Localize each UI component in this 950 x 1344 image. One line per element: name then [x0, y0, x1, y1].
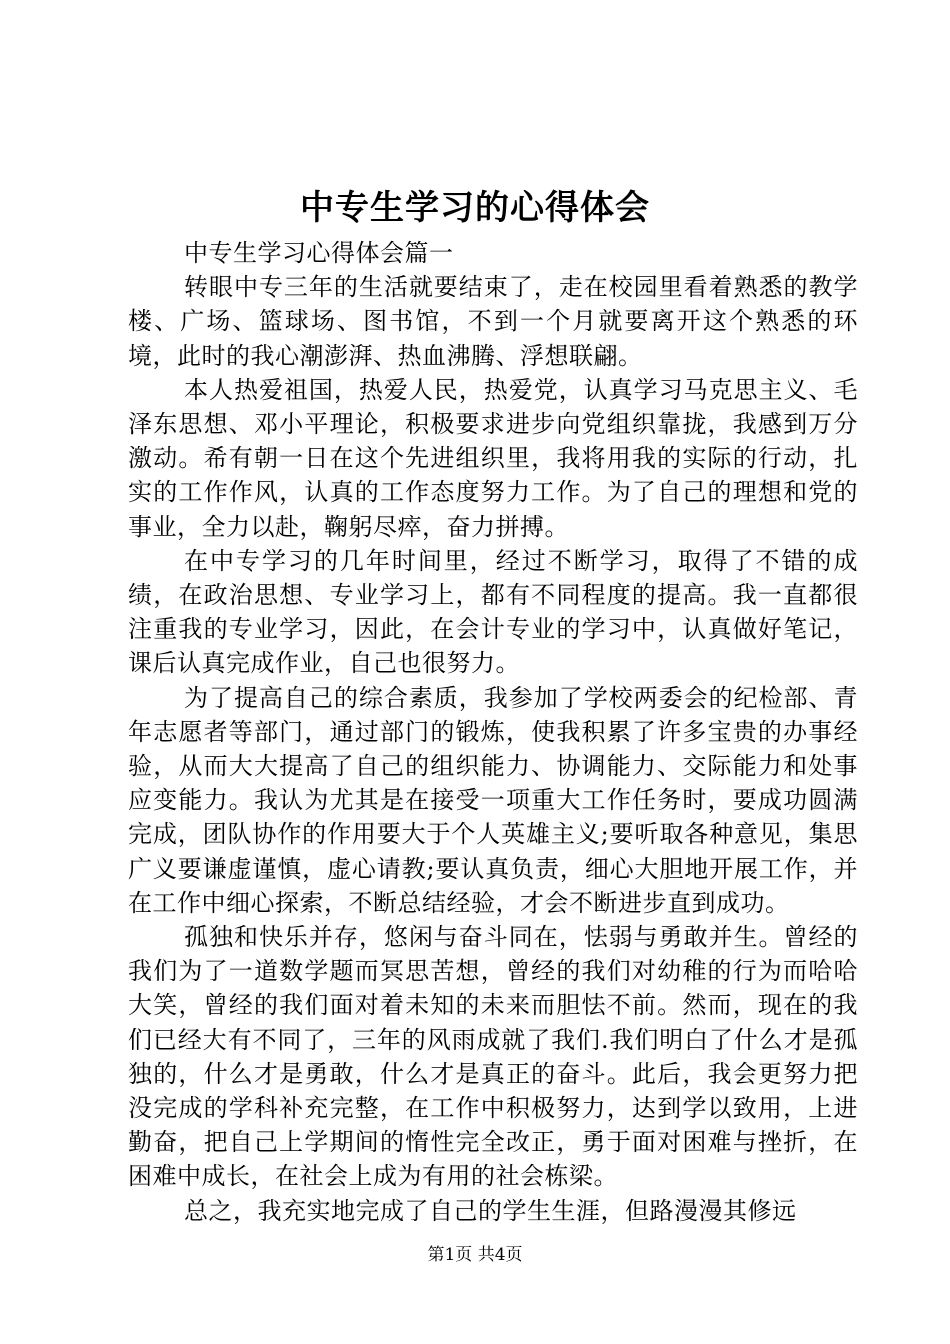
- paragraph: 总之，我充实地完成了自己的学生生涯，但路漫漫其修远: [184, 1196, 797, 1225]
- section-heading: 中专生学习心得体会篇一: [184, 239, 454, 267]
- paragraph: 在中专学习的几年时间里，经过不断学习，取得了不错的成绩，在政治思想、专业学习上，都有不同程度的提高。我一直都很注重我的专业学习，因此，在会计专业的学习中，认真做好笔记，课后认真完成作业，自己也很努力。: [128, 546, 858, 678]
- page-number-footer: 第1页 共4页: [427, 1245, 523, 1265]
- paragraph: 孤独和快乐并存，悠闲与奋斗同在，怯弱与勇敢并生。曾经的我们为了一道数学题而冥思苦想，曾经的我们对幼稚的行为而哈哈大笑，曾经的我们面对着未知的未来而胆怯不前。然而，现在的我们已经大有不同了，三年的风雨成就了我们.我们明白了什么才是孤独的，什么才是勇敢，什么才是真正的奋斗。此后，我会更努力把没完成的学科补充完整，在工作中积极努力，达到学以致用，上进勤奋，把自己上学期间的惰性完全改正，勇于面对困难与挫折，在困难中成长，在社会上成为有用的社会栋梁。: [128, 923, 858, 1191]
- document-title: 中专生学习的心得体会: [300, 188, 650, 228]
- paragraph: 为了提高自己的综合素质，我参加了学校两委会的纪检部、青年志愿者等部门，通过部门的锻炼，使我积累了许多宝贵的办事经验，从而大大提高了自己的组织能力、协调能力、交际能力和处事应变能力。我认为尤其是在接受一项重大工作任务时，要成功圆满完成，团队协作的作用要大于个人英雄主义;要听取各种意见，集思广义要谦虚谨慎，虚心请教;要认真负责，细心大胆地开展工作，并在工作中细心探索，不断总结经验，才会不断进步直到成功。: [128, 683, 858, 917]
- paragraph: 转眼中专三年的生活就要结束了，走在校园里看着熟悉的教学楼、广场、篮球场、图书馆，不到一个月就要离开这个熟悉的环境，此时的我心潮澎湃、热血沸腾、浮想联翩。: [128, 273, 858, 370]
- document-body: [128, 236, 858, 1228]
- paragraph: 本人热爱祖国，热爱人民，热爱党，认真学习马克思主义、毛泽东思想、邓小平理论，积极要求进步向党组织靠拢，我感到万分激动。希有朝一日在这个先进组织里，我将用我的实际的行动，扎实的工作作风，认真的工作态度努力工作。为了自己的理想和党的事业，全力以赴，鞠躬尽瘁，奋力拼搏。: [128, 375, 858, 541]
